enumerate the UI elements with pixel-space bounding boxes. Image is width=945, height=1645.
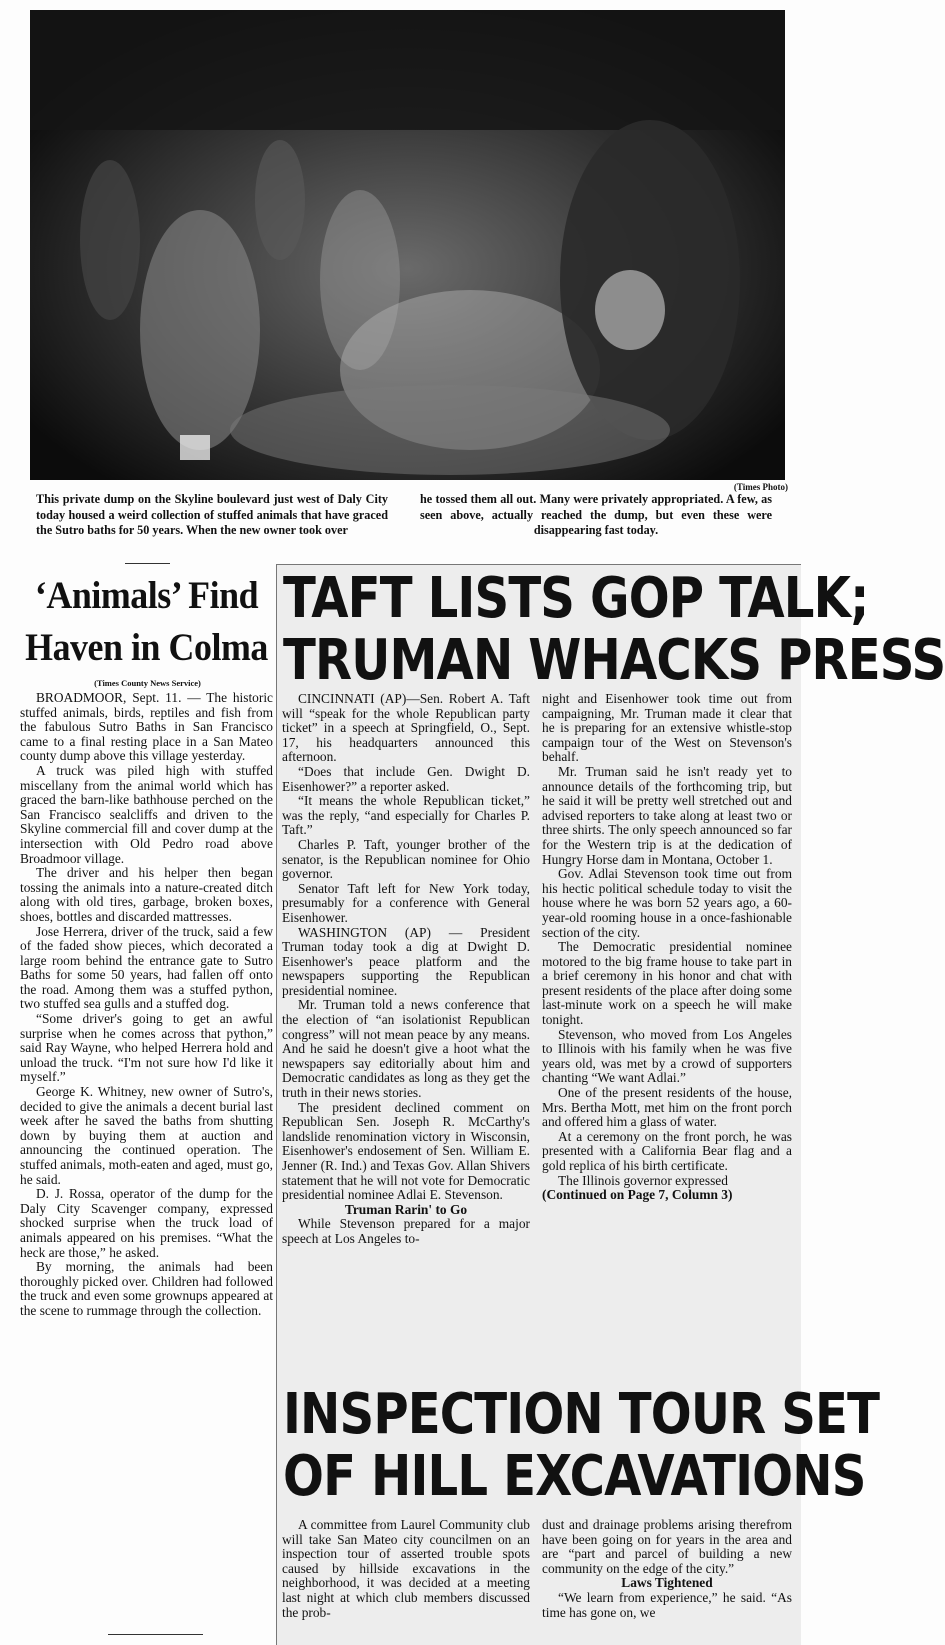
headline-line-2: Haven in Colma [25, 626, 268, 669]
subhead: Laws Tightened [621, 1575, 713, 1591]
article-inspection-col-2 [542, 1518, 792, 1620]
paragraph: The Illinois governor expressed [558, 1172, 728, 1188]
photo-credit: (Times Photo) [733, 482, 788, 492]
headline-animals [20, 570, 273, 674]
subhead: Truman Rarin' to Go [344, 1201, 468, 1217]
paragraph: Senator Taft left for New York today, presumably for a conference with General Eisenhower. [282, 880, 530, 925]
paragraph: D. J. Rossa, operator of the dump for the Daly City Scavenger company, expressed shocked surprise when the truck load of animals appeared on his premises. “What the heck are those,” he asked. [20, 1186, 273, 1260]
headline-line-2: TRUMAN WHACKS PRESS [283, 628, 945, 693]
paragraph: Jose Herrera, driver of the truck, said a few of the faded show pieces, which decorated a large room behind the entrance gate to Sutro Baths for some 50 years, had fallen off onto the road. Among them was a stuffed python, two stuffed sea gulls and a stuffed dog. [20, 923, 273, 1012]
news-service-credit: (Times County News Service) [94, 678, 201, 688]
end-rule [108, 1634, 203, 1635]
paragraph: At a ceremony on the front porch, he was presented with a California Bear flag and a gold replica of his birth certificate. [542, 1128, 792, 1173]
article-inspection-col-1 [282, 1518, 530, 1620]
paragraph: Mr. Truman told a news conference that the election of “an isolationist Republican congress” will not mean peace by any means. And he said he doesn't give a hoot what the newspapers say editorially about him and Democratic candidates as long as they get the truth in their news stories. [282, 997, 530, 1101]
paragraph: A committee from Laurel Community club will take San Mateo city councilmen on an inspection tour of asserted trouble spots caused by hillside excavations in the neighborhood, it was decided at a meeting last night at which club members discussed the prob- [282, 1517, 530, 1620]
paragraph: Mr. Truman said he isn't ready yet to announce details of the forthcoming trip, but he said it will be pretty well stretched out and advised reporters to take along at least two or three shirts. The only speech announced so far for the Western trip is at the dedication of Hungry Horse dam in Montana, October 1. [542, 763, 792, 867]
paragraph: “Does that include Gen. Dwight D. Eisenhower?” a reporter asked. [282, 763, 530, 794]
continued-line: (Continued on Page 7, Column 3) [542, 1187, 733, 1203]
article-taft-col-2 [542, 692, 792, 1203]
paragraph: BROADMOOR, Sept. 11. — The historic stuffed animals, birds, reptiles and fish from the fabulous Sutro Baths in San Francisco came to a final resting place in a San Mateo county dump above this village yesterday. [20, 690, 273, 764]
paragraph: dust and drainage problems arising therefrom have been going on for years in the area and are “part and parcel of building a new community on the edge of the city.” [542, 1517, 792, 1576]
headline-line-1: ‘Animals’ Find [34, 574, 259, 617]
article-animals-body [20, 691, 273, 1319]
paragraph: “It means the whole Republican ticket,” was the reply, “and especially for Charles P. Taft.” [282, 793, 530, 838]
headline-line-2: OF HILL EXCAVATIONS [283, 1444, 866, 1509]
paragraph: CINCINNATI (AP)—Sen. Robert A. Taft will “speak for the whole Republican party ticket” in a speech at Springfield, O., Sept. 17, his headquarters announced this afternoon. [282, 691, 530, 765]
paragraph: The Democratic presidential nominee motored to the big frame house to take part in a brief ceremony in his honor and chat with present residents of the place after doing some last-minute work on a speech he will make tonight. [542, 939, 792, 1028]
headline-taft [283, 568, 945, 692]
paragraph: While Stevenson prepared for a major speech at Los Angeles to- [282, 1216, 530, 1246]
paragraph: “Some driver's going to get an awful surprise when he comes across that python,” said Ray Wayne, who helped Herrera hold and unload the truck. “I'm not sure how I'd like it myself.” [20, 1011, 273, 1085]
paragraph: Charles P. Taft, younger brother of the senator, is the Republican nominee for Ohio governor. [282, 836, 530, 882]
paragraph: One of the present residents of the house, Mrs. Bertha Mott, met him on the front porch and offered him a glass of water. [542, 1085, 792, 1130]
paragraph: By morning, the animals had been thoroughly picked over. Children had followed the truck and even some grownups appeared at the scene to rummage through the collection. [20, 1259, 273, 1318]
paragraph: The driver and his helper then began tossing the animals into a nature-created ditch along with old tires, garbage, broken boxes, shoes, bottles and discarded mattresses. [20, 865, 273, 924]
headline-line-1: TAFT LISTS GOP TALK; [283, 566, 869, 631]
rule [125, 563, 170, 564]
photo-caption-right: he tossed them all out. Many were privately appropriated. A few, as seen above, actually reached the dump, but even these were disappearing fast today. [420, 492, 772, 538]
news-photo [30, 10, 785, 480]
photo-caption-left: This private dump on the Skyline boulevard just west of Daly City today housed a weird collection of stuffed animals that have graced the Sutro baths for 50 years. When the new owner took over [36, 492, 388, 538]
paragraph: A truck was piled high with stuffed miscellany from the animal world which has graced the barn-like bathhouse perched on the San Francisco sealcliffs and driven to the Skyline commercial fill and cover dump at the intersection with Old Pedro road above Broadmoor village. [20, 762, 273, 866]
paragraph: night and Eisenhower took time out from campaigning, Mr. Truman made it clear that he is preparing for an extensive whistle-stop campaign tour of the West on Stevenson's behalf. [542, 691, 792, 765]
paragraph: The president declined comment on Republican Sen. Joseph R. McCarthy's landslide renomination victory in Wisconsin, Eisenhower's endosement of Sen. William E. Jenner (R. Ind.) and Texas Gov. Allan Shivers statement that he will not vote for Democratic presidential nominee Adlai E. Stevenson. [282, 1099, 530, 1203]
paragraph: WASHINGTON (AP) — President Truman today took a dig at Dwight D. Eisenhower's peace platform and the newspapers supporting the Republican presidential nominee. [282, 924, 530, 998]
paragraph: Stevenson, who moved from Los Angeles to Illinois with his family when he was five years old, was met by a crowd of supporters chanting “We want Adlai.” [542, 1026, 792, 1086]
paragraph: “We learn from experience,” he said. “As time has gone on, we [542, 1589, 792, 1620]
paragraph: Gov. Adlai Stevenson took time out from his hectic political schedule today to visit the house where he was born 52 years ago, a 60-year-old rooming house in a once-fashionable section of the city. [542, 866, 792, 940]
headline-line-1: INSPECTION TOUR SET [283, 1382, 880, 1447]
article-taft-col-1 [282, 692, 530, 1247]
dump-photo-image [30, 10, 785, 480]
paragraph: George K. Whitney, new owner of Sutro's, decided to give the animals a decent burial last week after he saved the baths from shutting down by buying them at auction and announcing the continued operation. The stuffed animals, moth-eaten and aged, must go, he said. [20, 1084, 273, 1187]
headline-inspection [283, 1384, 879, 1508]
